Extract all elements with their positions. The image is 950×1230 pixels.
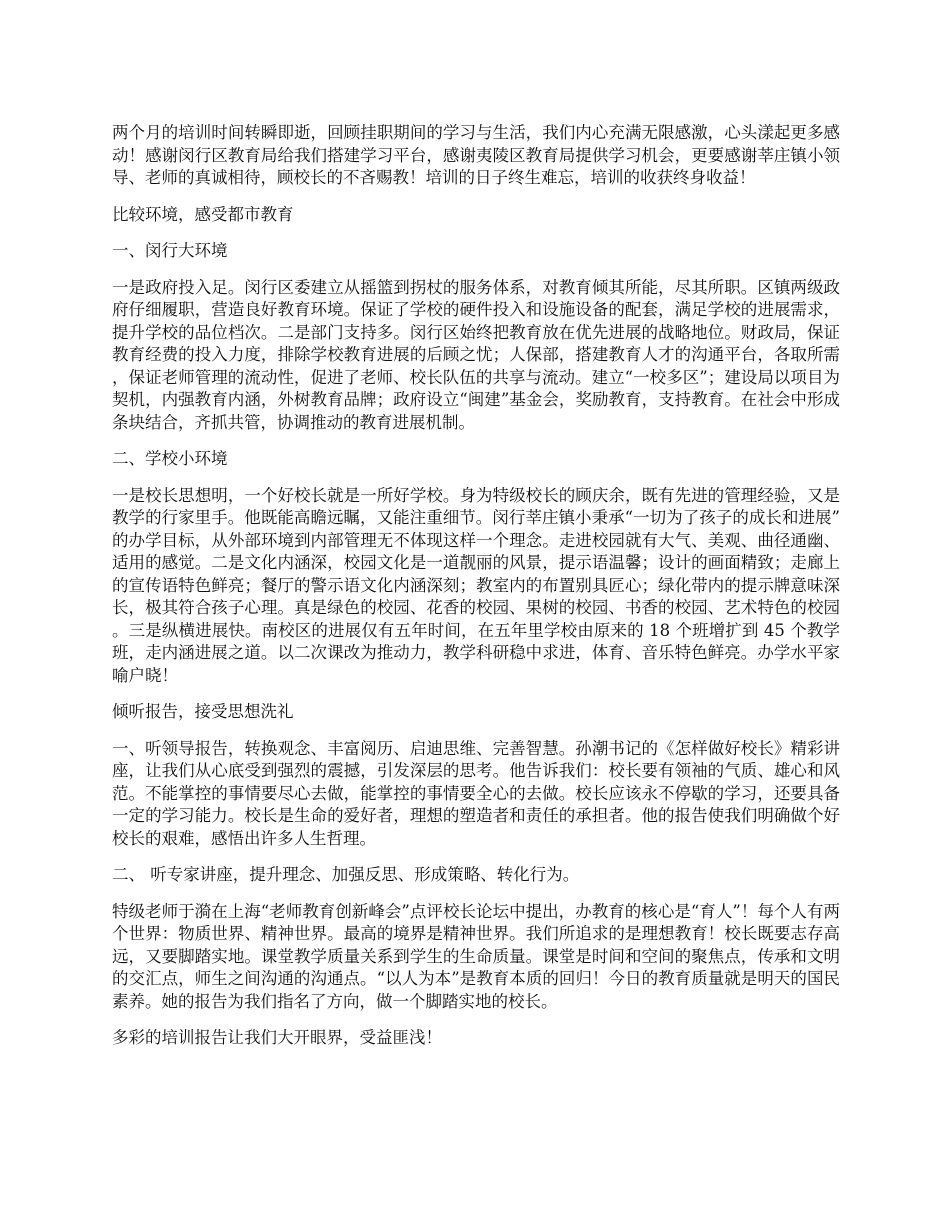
subsection-heading-minhang: 一、闵行大环境 — [112, 241, 228, 260]
closing-paragraph: 多彩的培训报告让我们大开眼界，受益匪浅！ — [112, 1028, 442, 1047]
intro-paragraph: 两个月的培训时间转瞬即逝，回顾挂职期间的学习与生活，我们内心充满无限感激，心头漾起更多感动！感谢闵行区教育局给我们搭建学习平台，感谢夷陵区教育局提供学习机会，更要感谢莘庄镇小领导、老师的真诚相待，顾校长的不吝赐教！培训的日子终生难忘，培训的收获终身收益！ — [112, 123, 840, 187]
subsection-heading-expert: 二、 听专家讲座，提升理念、加强反思、形成策略、转化行为。 — [112, 865, 580, 884]
leader-report-paragraph: 一、听领导报告，转换观念、丰富阅历、启迪思维、完善智慧。孙潮书记的《怎样做好校长》精彩讲座，让我们从心底受到强烈的震撼，引发深层的思考。他告诉我们：校长要有领袖的气质、雄心和风范。不能掌控的事情要尽心去做，能掌控的事情要全心的去做。校长应该永不停歇的学习，还要具备一定的学习能力。校长是生命的爱好者，理想的塑造者和责任的承担者。他的报告使我们明确做个好校长的艰难，感悟出许多人生哲理。 — [112, 738, 840, 848]
subsection-heading-school: 二、学校小环境 — [112, 449, 228, 468]
section-heading-environment: 比较环境，感受都市教育 — [112, 204, 294, 224]
school-paragraph: 一是校长思想明，一个好校长就是一所好学校。身为特级校长的顾庆余，既有先进的管理经验，又是教学的行家里手。他既能高瞻远瞩，又能注重细节。闵行莘庄镇小秉承“一切为了孩子的成长和进展”的办学目标，从外部环境到内部管理无不体现这样一个理念。走进校园就有大气、美观、曲径通幽、适用的感觉。二是文化内涵深，校园文化是一道靓丽的风景，提示语温馨；设计的画面精致；走廊上的宣传语特色鲜亮；餐厅的警示语文化内涵深刻；教室内的布置别具匠心；绿化带内的提示牌意味深长，极其符合孩子心理。真是绿色的校园、花香的校园、果树的校园、书香的校园、艺术特色的校园。三是纵横进展快。南校区的进展仅有五年时间，在五年里学校由原来的 18 个班增扩到 45 个教学班，走内涵进展之道。以二次课改为推动力，教学科研稳中求进，体育、音乐特色鲜亮。办学水平家喻户晓！ — [112, 485, 840, 685]
document-page — [112, 122, 840, 1064]
expert-report-paragraph: 特级老师于漪在上海“老师教育创新峰会”点评校长论坛中提出，办教育的核心是“育人”！每个人有两个世界：物质世界、精神世界。最高的境界是精神世界。我们所追求的是理想教育！校长既要志存高远，又要脚踏实地。课堂教学质量关系到学生的生命质量。课堂是时间和空间的聚焦点，传承和文明的交汇点，师生之间沟通的沟通点。“以人为本”是教育本质的回归！今日的教育质量就是明天的国民素养。她的报告为我们指名了方向，做一个脚踏实地的校长。 — [112, 901, 840, 1011]
minhang-paragraph: 一是政府投入足。闵行区委建立从摇篮到拐杖的服务体系，对教育倾其所能，尽其所职。区镇两级政府仔细履职，营造良好教育环境。保证了学校的硬件投入和设施设备的配套，满足学校的进展需求，提升学校的品位档次。二是部门支持多。闵行区始终把教育放在优先进展的战略地位。财政局，保证教育经费的投入力度，排除学校教育进展的后顾之忧；人保部，搭建教育人才的沟通平台，各取所需，保证老师管理的流动性，促进了老师、校长队伍的共享与流动。建立“一校多区”；建设局以项目为契机，内强教育内涵，外树教育品牌；政府设立“闽建”基金会，奖励教育，支持教育。在社会中形成条块结合，齐抓共管，协调推动的教育进展机制。 — [112, 277, 840, 432]
section-heading-reports: 倾听报告，接受思想洗礼 — [112, 702, 294, 721]
